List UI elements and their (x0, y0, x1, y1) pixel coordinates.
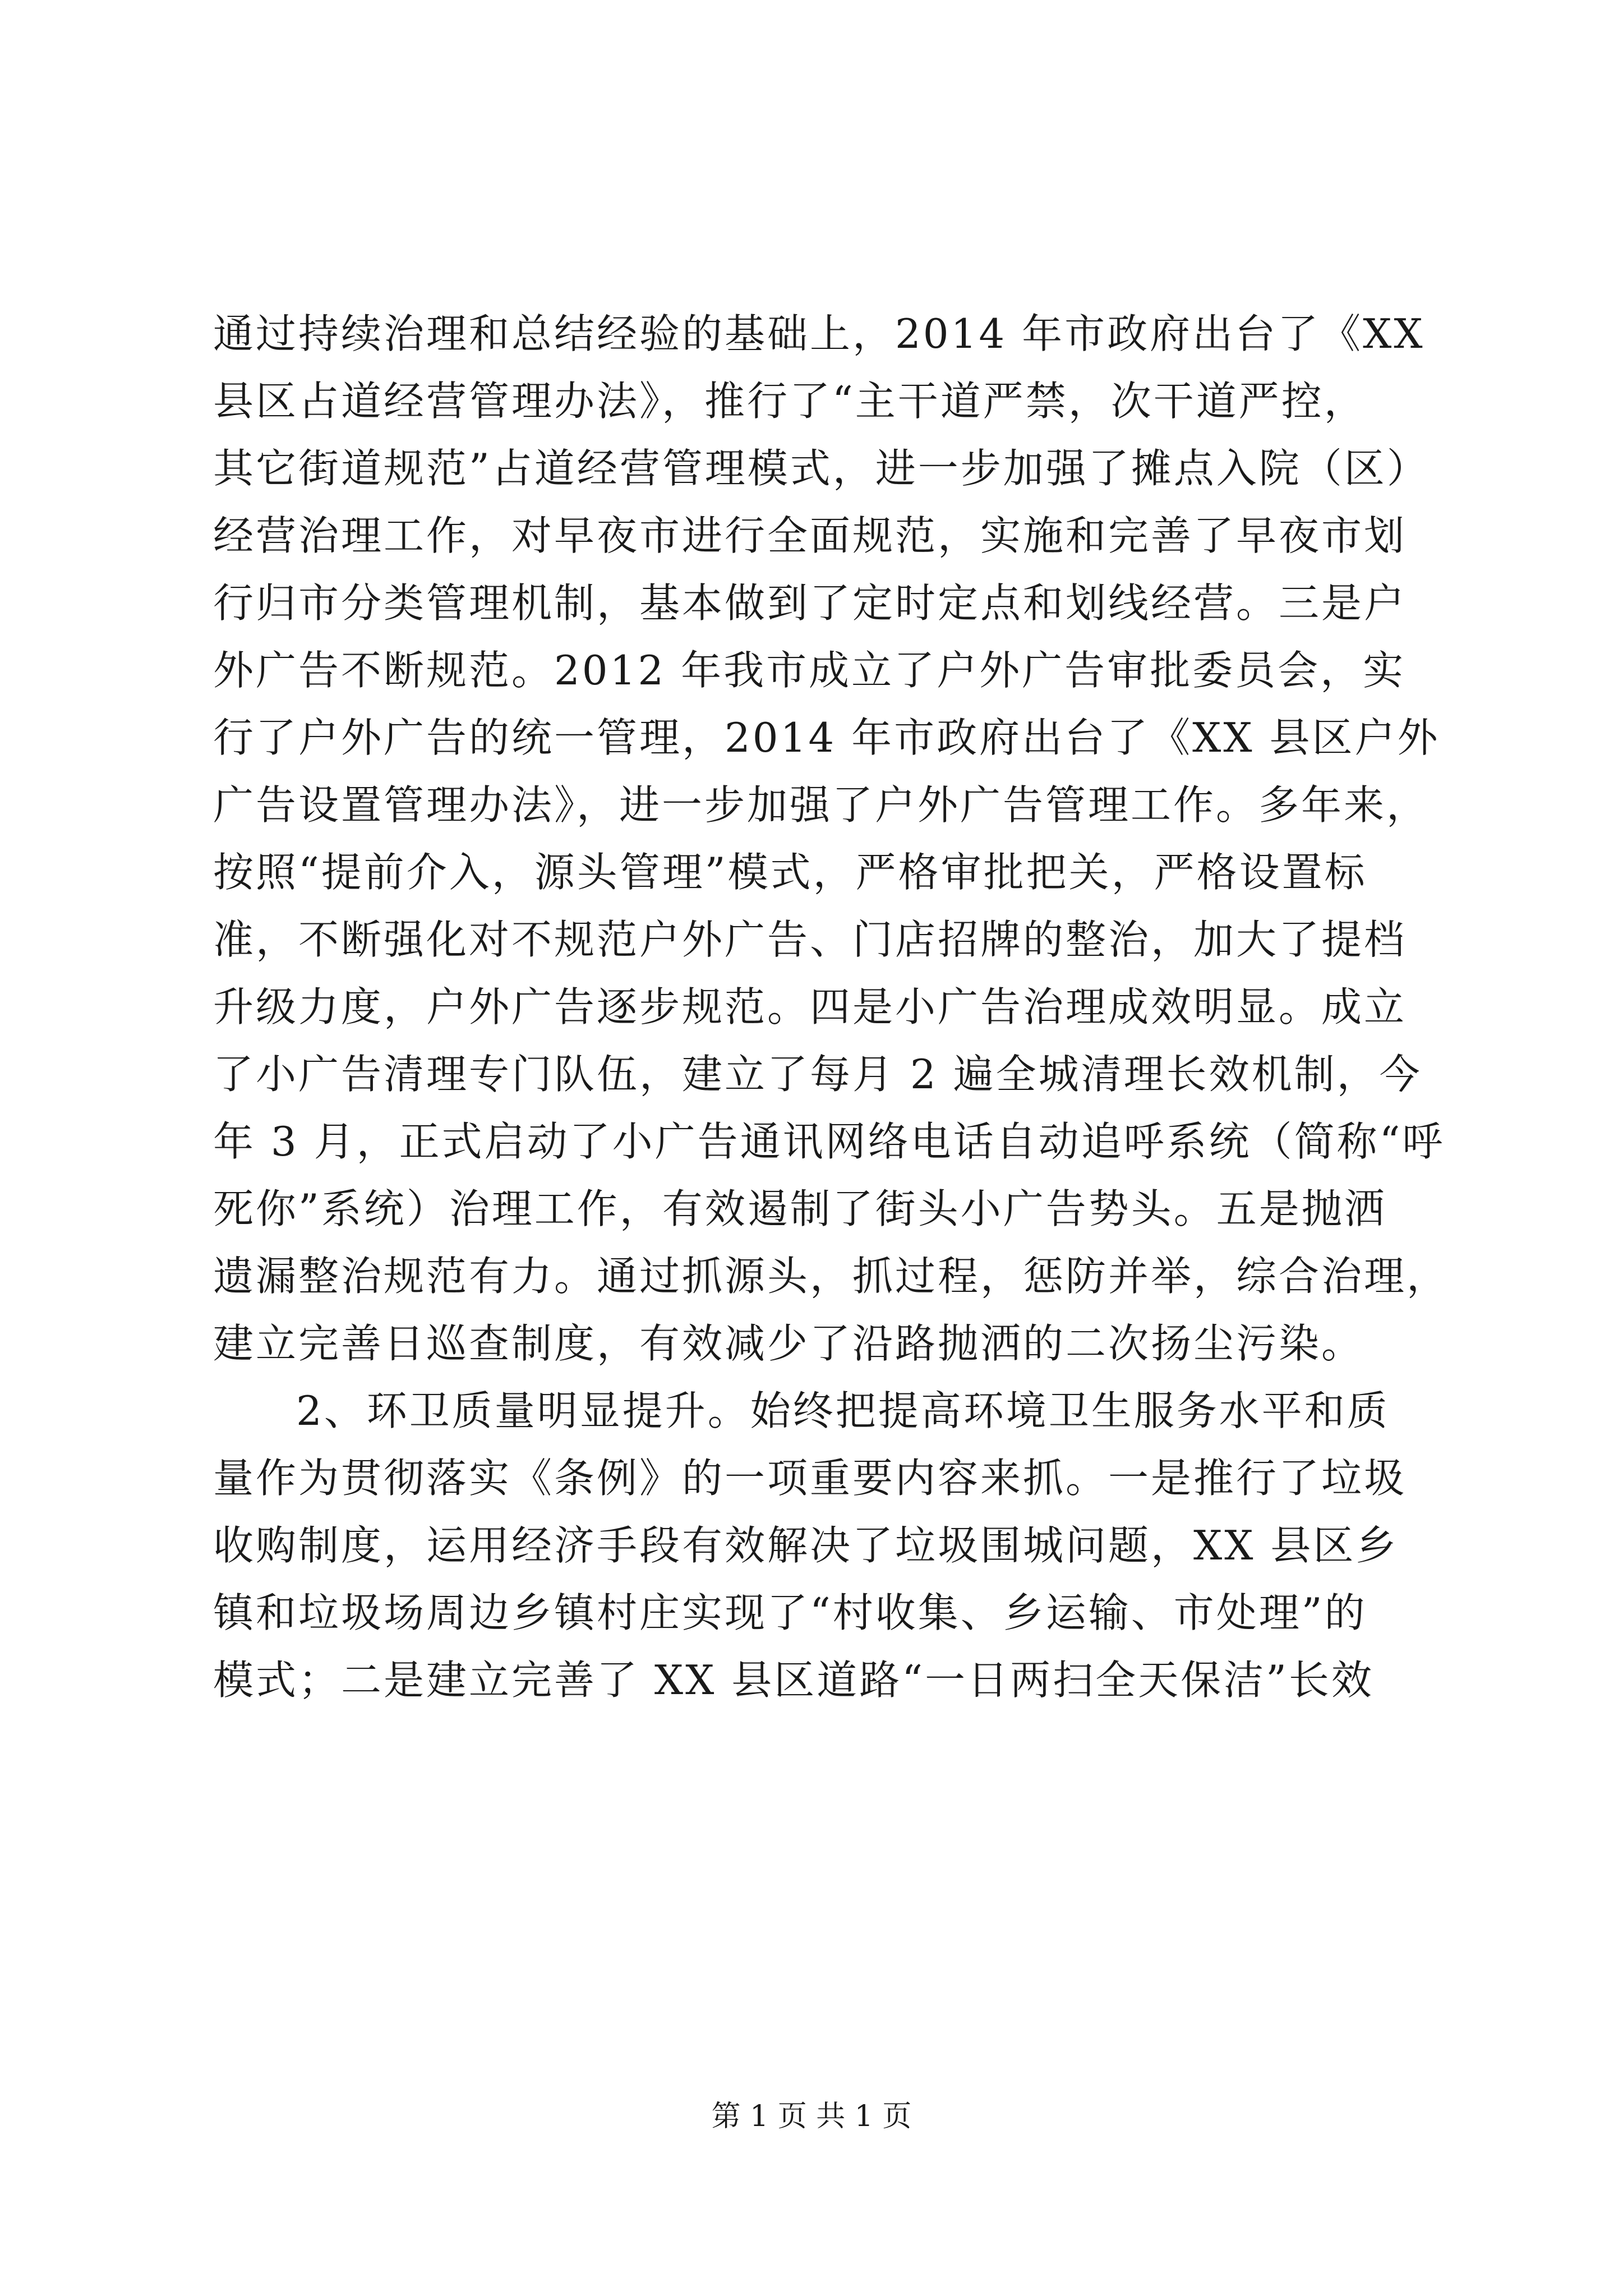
text-line: 了小广告清理专门队伍，建立了每月 2 遍全城清理长效机制，今 (213, 1051, 1422, 1098)
text-line: 按照“提前介入，源头管理”模式，严格审批把关，严格设置标 (213, 849, 1367, 896)
text-line: 升级力度，户外广告逐步规范。四是小广告治理成效明显。成立 (213, 983, 1407, 1030)
document-body (213, 300, 1450, 1714)
text-line: 通过持续治理和总结经验的基础上，2014 年市政府出台了《XX (213, 310, 1425, 357)
text-line: 遗漏整治规范有力。通过抓源头，抓过程，惩防并举，综合治理， (213, 1253, 1450, 1300)
paragraph-start-line: 2、环卫质量明显提升。始终把提高环境卫生服务水平和质 (296, 1387, 1390, 1434)
text-line: 行了户外广告的统一管理，2014 年市政府出台了《XX 县区户外 (213, 714, 1440, 761)
text-line: 广告设置管理办法》，进一步加强了户外广告管理工作。多年来， (213, 781, 1430, 829)
text-line: 模式；二是建立完善了 XX 县区道路“一日两扫全天保洁”长效 (213, 1657, 1374, 1704)
text-line: 收购制度，运用经济手段有效解决了垃圾围城问题，XX 县区乡 (213, 1522, 1399, 1569)
text-line: 外广告不断规范。2012 年我市成立了户外广告审批委员会，实 (213, 647, 1406, 694)
text-line: 行归市分类管理机制，基本做到了定时定点和划线经营。三是户 (213, 579, 1407, 627)
text-line: 经营治理工作，对早夜市进行全面规范，实施和完善了早夜市划 (213, 512, 1407, 559)
text-line: 准，不断强化对不规范户外广告、门店招牌的整治，加大了提档 (213, 916, 1407, 963)
text-line: 其它街道规范”占道经营管理模式，进一步加强了摊点入院（区） (213, 445, 1430, 492)
text-line: 县区占道经营管理办法》，推行了“主干道严禁，次干道严控， (213, 378, 1367, 425)
text-line: 死你”系统）治理工作，有效遏制了街头小广告势头。五是抛洒 (213, 1185, 1387, 1232)
text-line: 年 3 月，正式启动了小广告通讯网络电话自动追呼系统（简称“呼 (213, 1118, 1445, 1165)
page-footer: 第 1 页 共 1 页 (711, 2100, 912, 2133)
text-line: 镇和垃圾场周边乡镇村庄实现了“村收集、乡运输、市处理”的 (213, 1589, 1367, 1636)
text-line: 建立完善日巡查制度，有效减少了沿路抛洒的二次扬尘污染。 (213, 1320, 1364, 1367)
text-line: 量作为贯彻落实《条例》的一项重要内容来抓。一是推行了垃圾 (213, 1455, 1407, 1502)
